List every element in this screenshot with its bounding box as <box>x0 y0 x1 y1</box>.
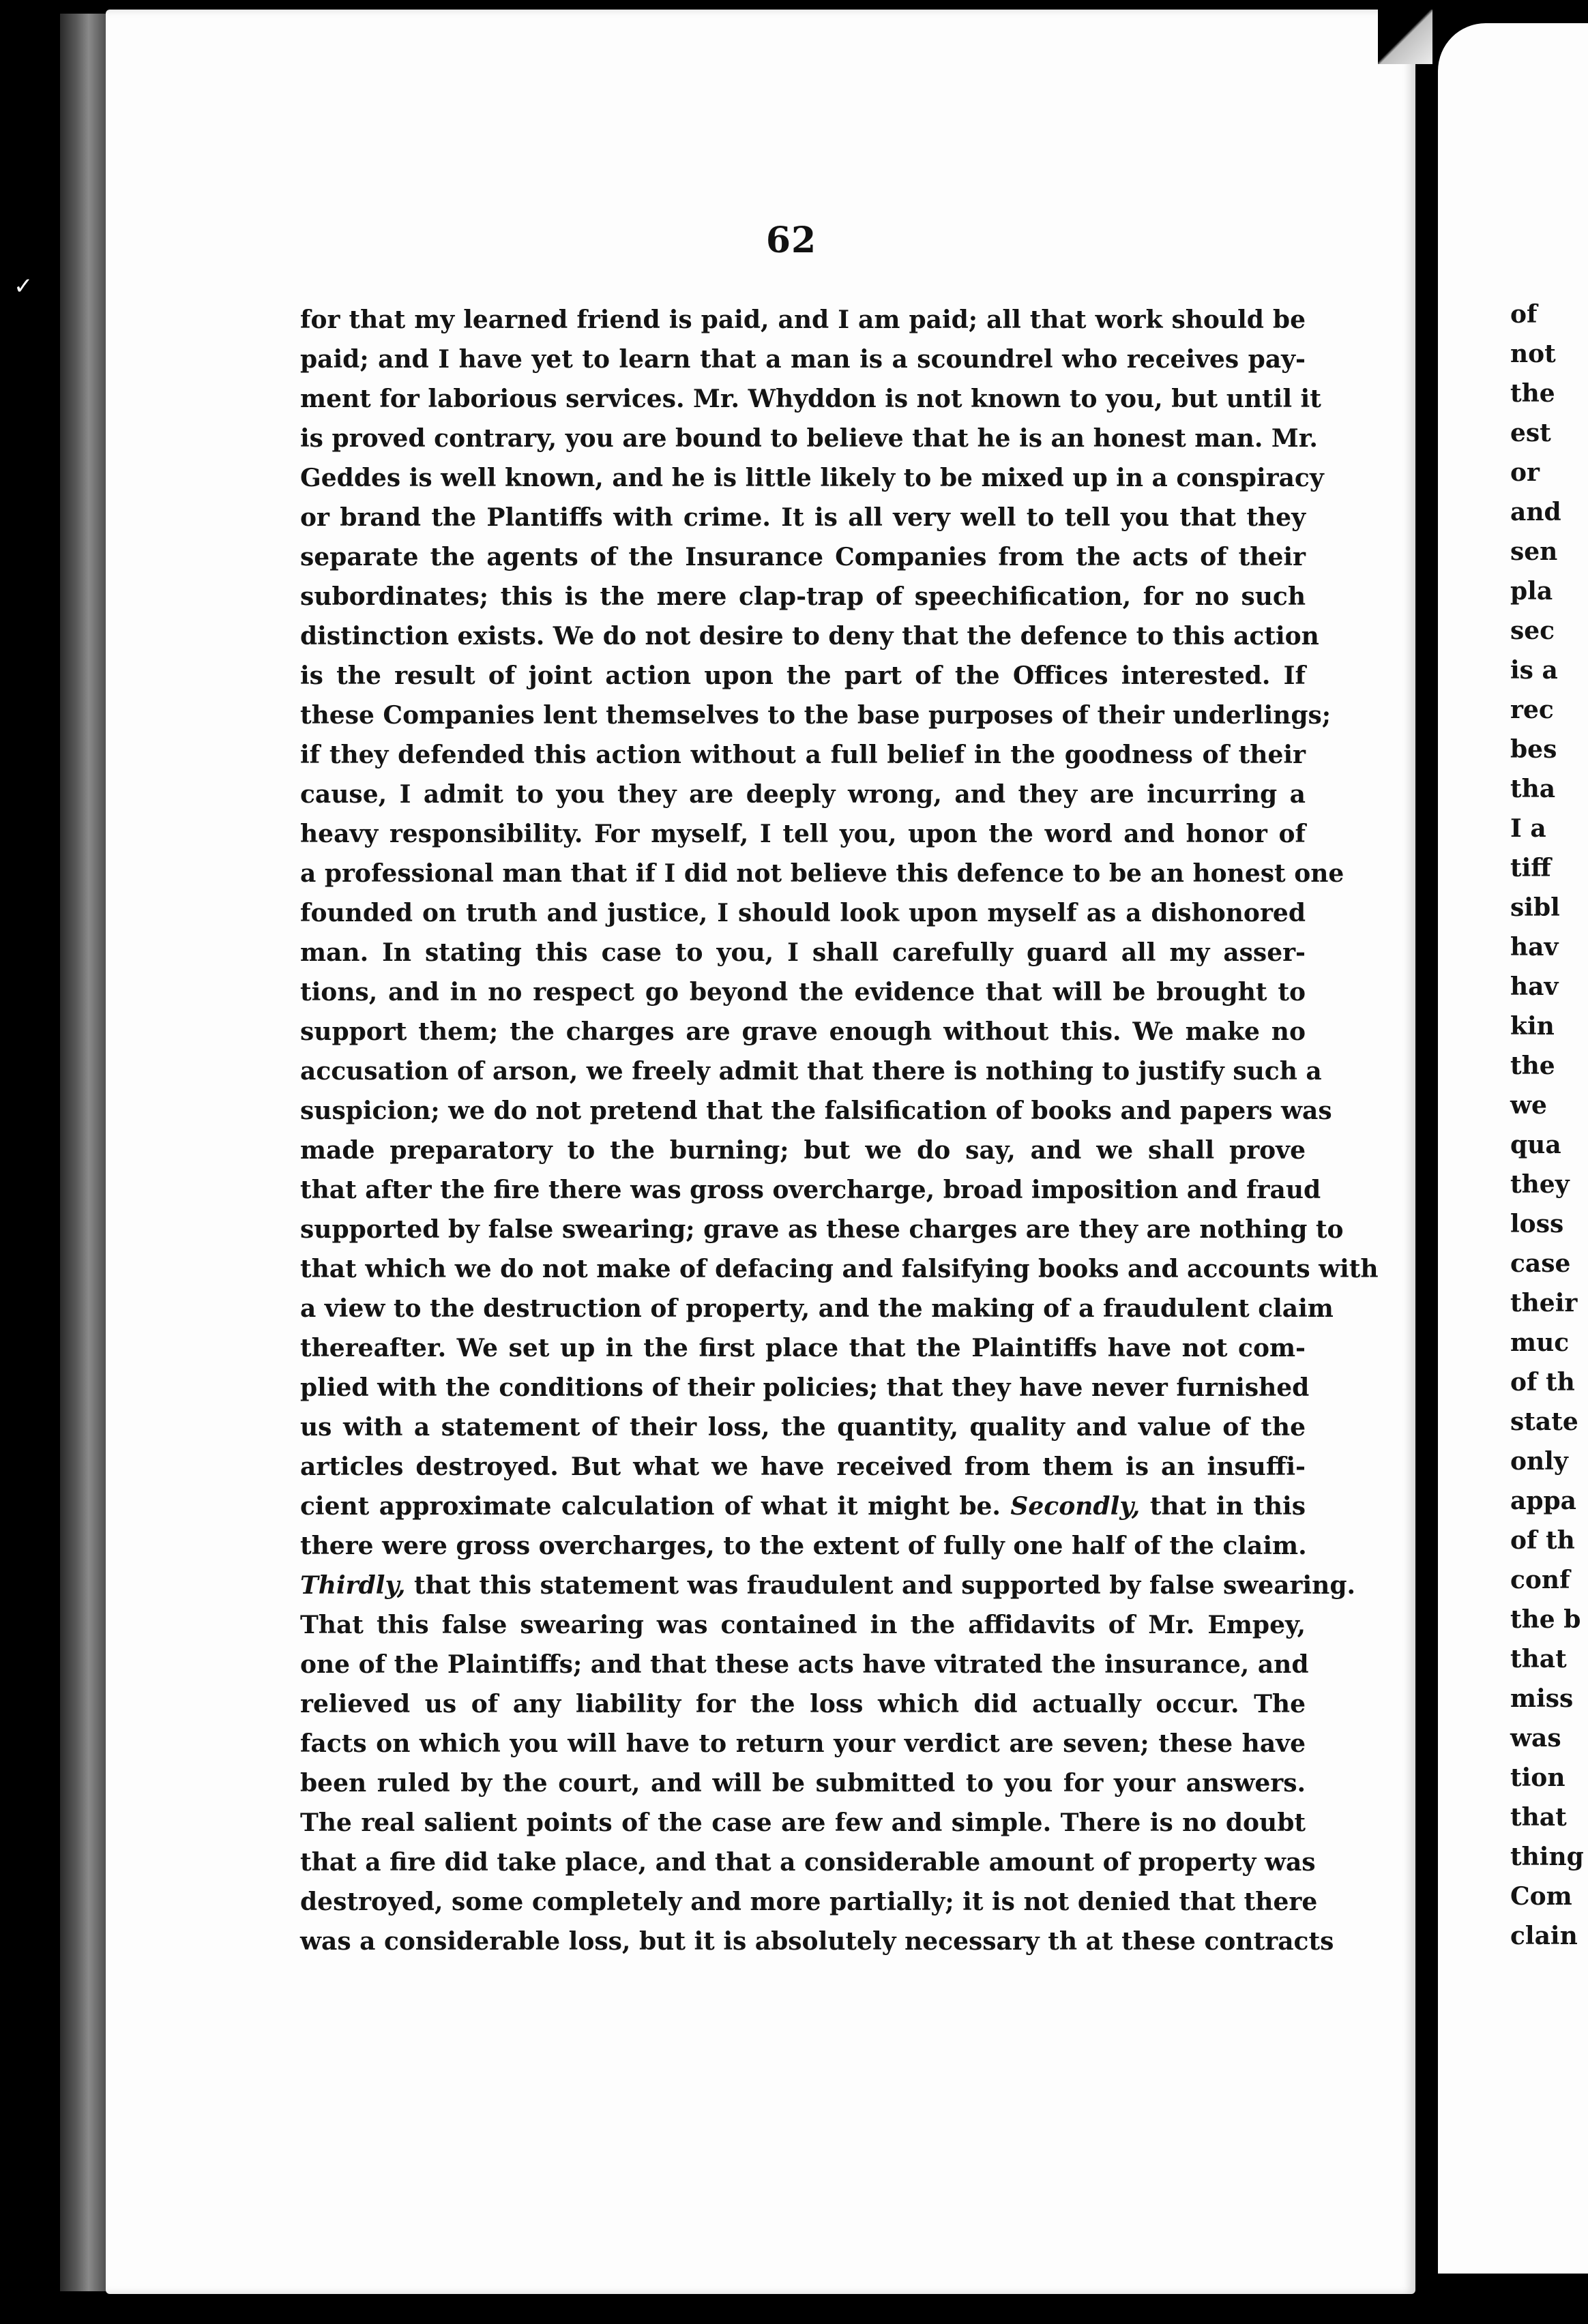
text-line: cause, I admit to you they are deeply wrong, and they are incurring a <box>300 780 1306 809</box>
text-line: separate the agents of the Insurance Companies from the acts of their <box>300 543 1306 571</box>
margin-line: not <box>1510 340 1556 368</box>
margin-line: and <box>1510 498 1561 526</box>
margin-line: I a <box>1510 814 1546 843</box>
margin-line: tiff <box>1510 854 1551 882</box>
text-line: accusation of arson, we freely admit that there is nothing to justify such a <box>300 1057 1322 1086</box>
text-line: is the result of joint action upon the part of the Offices interested. If <box>300 661 1306 690</box>
margin-line: est <box>1510 419 1551 447</box>
margin-line: hav <box>1510 972 1559 1001</box>
margin-line: they <box>1510 1170 1570 1199</box>
margin-line: the b <box>1510 1605 1581 1634</box>
text-line: tions, and in no respect go beyond the evidence that will be brought to <box>300 978 1306 1007</box>
text-line: articles destroyed. But what we have received from them is an insuffi- <box>300 1452 1306 1481</box>
text-line: suspicion; we do not pretend that the falsification of books and papers was <box>300 1097 1332 1125</box>
margin-line: sec <box>1510 616 1555 645</box>
margin-line: the <box>1510 1052 1555 1080</box>
text-line: was a considerable loss, but it is absolutely necessary th at these contracts <box>300 1927 1334 1956</box>
margin-line: kin <box>1510 1012 1555 1041</box>
margin-line: miss <box>1510 1684 1574 1713</box>
text-line: that after the fire there was gross overcharge, broad imposition and fraud <box>300 1176 1321 1204</box>
text-line: is proved contrary, you are bound to believe that he is an honest man. Mr. <box>300 424 1318 453</box>
text-line: The real salient points of the case are few and simple. There is no doubt <box>300 1808 1306 1837</box>
text-line: relieved us of any liability for the loss which did actually occur. The <box>300 1690 1306 1718</box>
text-line: support them; the charges are grave enough without this. We make no <box>300 1017 1306 1046</box>
text-line: thereafter. We set up in the first place that the Plaintiffs have not com- <box>300 1334 1306 1362</box>
text-line: if they defended this action without a full belief in the goodness of their <box>300 741 1306 769</box>
page-number: 62 <box>765 220 817 261</box>
text-line: that a fire did take place, and that a considerable amount of property was <box>300 1848 1316 1877</box>
margin-line: of th <box>1510 1526 1575 1555</box>
margin-line: tion <box>1510 1763 1565 1792</box>
margin-line: tha <box>1510 775 1556 803</box>
margin-line: case <box>1510 1249 1571 1278</box>
text-line: plied with the conditions of their policies; that they have never furnished <box>300 1373 1310 1402</box>
margin-line: sen <box>1510 537 1558 566</box>
margin-line: bes <box>1510 735 1557 764</box>
text-segment: cient approximate calculation of what it might be. <box>300 1492 1001 1521</box>
margin-line: thing <box>1510 1843 1584 1871</box>
margin-line: hav <box>1510 933 1559 962</box>
margin-line: was <box>1510 1724 1561 1753</box>
margin-line: sibl <box>1510 893 1560 922</box>
margin-line: appa <box>1510 1487 1576 1515</box>
text-line: that which we do not make of defacing and falsifying books and accounts with <box>300 1255 1379 1283</box>
margin-line: conf <box>1510 1566 1570 1594</box>
text-line: a professional man that if I did not believe this defence to be an honest one <box>300 859 1344 888</box>
margin-line: rec <box>1510 696 1554 724</box>
margin-line: the <box>1510 379 1555 408</box>
text-line: there were gross overcharges, to the extent of fully one half of the claim. <box>300 1532 1307 1560</box>
margin-line: state <box>1510 1407 1578 1436</box>
text-line: That this false swearing was contained in the affidavits of Mr. Empey, <box>300 1611 1306 1639</box>
margin-line: Com <box>1510 1882 1572 1911</box>
italic-text: Secondly, <box>1010 1492 1141 1521</box>
margin-line: loss <box>1510 1210 1564 1238</box>
italic-text: Thirdly, <box>300 1571 406 1600</box>
text-line: heavy responsibility. For myself, I tell you, upon the word and honor of <box>300 820 1306 848</box>
body-text <box>300 300 1379 1961</box>
text-segment: that this statement was fraudulent and supported by false swearing. <box>414 1571 1356 1600</box>
text-line: made preparatory to the burning; but we do say, and we shall prove <box>300 1136 1306 1165</box>
text-line: Geddes is well known, and he is little likely to be mixed up in a conspiracy <box>300 464 1324 492</box>
text-line: for that my learned friend is paid, and I am paid; all that work should be <box>300 306 1306 334</box>
margin-line: of th <box>1510 1368 1575 1397</box>
page-corner-curl <box>1378 10 1432 64</box>
text-segment: that in this <box>1149 1492 1306 1521</box>
margin-line: their <box>1510 1289 1578 1317</box>
text-line: subordinates; this is the mere clap-trap of speechification, for no such <box>300 582 1306 611</box>
text-line: one of the Plaintiffs; and that these acts have vitrated the insurance, and <box>300 1650 1309 1679</box>
margin-line: or <box>1510 458 1540 487</box>
margin-line: only <box>1510 1447 1568 1476</box>
text-line: been ruled by the court, and will be submitted to you for your answers. <box>300 1769 1306 1798</box>
text-line: paid; and I have yet to learn that a man is a scoundrel who receives pay- <box>300 345 1306 374</box>
text-line <box>300 1566 1356 1605</box>
text-line: a view to the destruction of property, and the making of a fraudulent claim <box>300 1294 1334 1323</box>
margin-line: muc <box>1510 1328 1570 1357</box>
margin-line: pla <box>1510 577 1553 606</box>
margin-line: qua <box>1510 1131 1561 1159</box>
margin-line: of <box>1510 300 1538 329</box>
text-line: man. In stating this case to you, I shall carefully guard all my asser- <box>300 938 1306 967</box>
margin-line: clain <box>1510 1922 1578 1950</box>
text-line: or brand the Plantiffs with crime. It is all very well to tell you that they <box>300 503 1306 532</box>
text-line: distinction exists. We do not desire to deny that the defence to this action <box>300 622 1319 651</box>
text-line: founded on truth and justice, I should look upon myself as a dishonored <box>300 899 1306 927</box>
text-line: destroyed, some completely and more partially; it is not denied that there <box>300 1888 1318 1916</box>
scan-mark-icon: ✓ <box>14 273 33 300</box>
text-line: facts on which you will have to return your verdict are seven; these have <box>300 1729 1306 1758</box>
text-line <box>300 1487 1306 1526</box>
text-line: supported by false swearing; grave as these charges are they are nothing to <box>300 1215 1344 1244</box>
text-line: these Companies lent themselves to the base purposes of their underlings; <box>300 701 1332 730</box>
text-line: us with a statement of their loss, the quantity, quality and value of the <box>300 1413 1306 1442</box>
margin-line: that <box>1510 1645 1567 1673</box>
margin-line: is a <box>1510 656 1558 685</box>
margin-line: we <box>1510 1091 1547 1120</box>
text-line: ment for laborious services. Mr. Whyddon is not known to you, but until it <box>300 385 1321 413</box>
margin-line: that <box>1510 1803 1567 1832</box>
page-edge <box>60 14 108 2291</box>
next-page-margin-text <box>1510 295 1584 1956</box>
